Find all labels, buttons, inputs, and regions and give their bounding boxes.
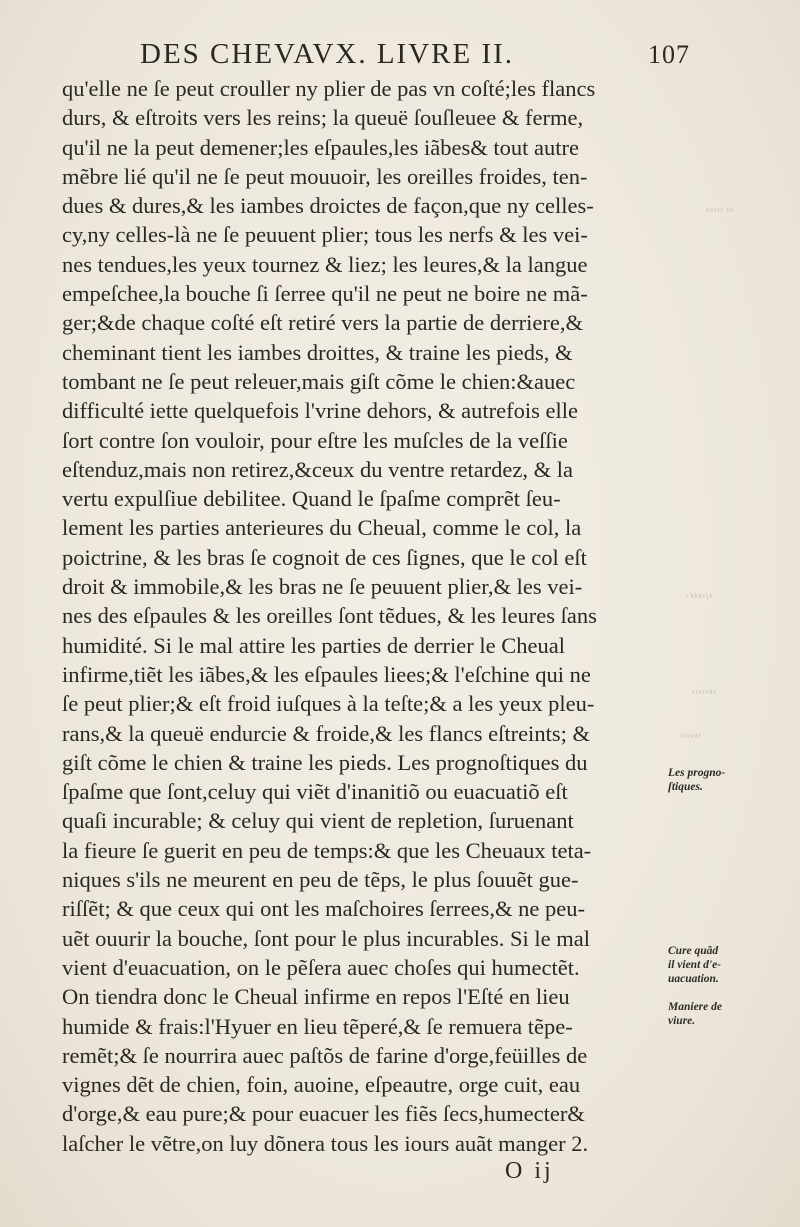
text-line: laſcher le vẽtre,on luy dõnera tous les iours auãt manger 2. — [62, 1130, 589, 1156]
margin-note-maniere — [668, 1000, 788, 1028]
text-line: niques s'ils ne meurent en peu de tẽps, le plus ſouuẽt gue- — [62, 867, 579, 893]
text-line: humide & frais:l'Hyuer en lieu tẽperé,& ſe remuera tẽpe- — [62, 1013, 573, 1039]
margin-note-line: il vient d'e- — [668, 959, 722, 971]
text-line: mẽbre lié qu'il ne ſe peut mouuoir, les oreilles froides, ten- — [62, 163, 588, 189]
margin-note-cure — [668, 944, 788, 986]
text-line: ger;&de chaque coſté eſt retiré vers la partie de derriere,& — [62, 310, 583, 336]
margin-note-prognostiques — [668, 766, 788, 794]
text-line: ſpaſme que ſont,celuy qui viẽt d'inanitiõ ou euacuatiõ eſt — [62, 779, 568, 805]
text-line: rans,& la queuë endurcie & froide,& les flancs eſtreints; & — [62, 720, 590, 746]
text-line: nes des eſpaules & les oreilles ſont tẽdues, & les leures ſans — [62, 603, 597, 629]
show-through-text: ·ᵏᵏᵏˢ\ᵏ — [686, 592, 714, 603]
text-block — [62, 74, 682, 1158]
text-line: d'orge,& eau pure;& pour euacuer les fiẽs ſecs,humecter& — [62, 1101, 585, 1127]
text-line: tombant ne ſe peut releuer,mais giſt cõme le chien:&auec — [62, 368, 576, 394]
show-through-text: ᵛᶦᵛᶦᵛᵈᵉ — [692, 688, 717, 699]
text-line: qu'elle ne ſe peut crouller ny plier de pas vn coſté;les flancs — [62, 76, 596, 101]
running-header — [140, 38, 690, 74]
text-line: cy,ny celles-là ne ſe peuuent plier; tous les nerfs & les vei- — [62, 222, 588, 248]
text-line: eſtenduz,mais non retirez,&ceux du ventre retardez, & la — [62, 456, 574, 482]
text-line: nes tendues,les yeux tournez & liez; les leures,& la langue — [62, 251, 588, 277]
text-line: qu'il ne la peut demener;les eſpaules,les iãbes& tout autre — [62, 134, 580, 160]
margin-note-line: uacuation. — [668, 973, 719, 985]
text-line: vertu expulſiue debilitee. Quand le ſpaſme comprẽt ſeu- — [62, 486, 561, 512]
text-line: vient d'euacuation, on le pẽſera auec choſes qui humectẽt. — [62, 954, 580, 980]
text-line: difficulté iette quelquefois l'vrine dehors, & autrefois elle — [62, 398, 578, 424]
running-title: DES CHEVAVX. LIVRE II. — [140, 38, 515, 70]
text-line: riſſẽt; & que ceux qui ont les maſchoires ſerrees,& ne peu- — [62, 896, 585, 922]
text-line: cheminant tient les iambes droittes, & traine les pieds, & — [62, 339, 573, 365]
text-line: durs, & eſtroits vers les reins; la queuë ſouſleuee & ferme, — [62, 105, 584, 131]
text-line: ſe peut plier;& eſt froid iuſques à la teſte;& a les yeux pleu- — [62, 691, 595, 717]
text-line: poictrine, & les bras ſe cognoit de ces ſignes, que le col eſt — [62, 544, 587, 570]
margin-note-line: ſtiques. — [668, 781, 703, 793]
page-number: 107 — [648, 40, 690, 69]
text-line: ſort contre ſon vouloir, pour eſtre les muſcles de la veſſie — [62, 427, 568, 453]
margin-note-line: viure. — [668, 1015, 696, 1027]
text-line: la fieure ſe guerit en peu de temps:& que les Cheuaux teta- — [62, 837, 592, 863]
text-line: infirme,tiẽt les iãbes,& les eſpaules liees;& l'eſchine qui ne — [62, 661, 591, 687]
text-line: giſt cõme le chien & traine les pieds. Les prognoſtiques du — [62, 749, 588, 775]
show-through-text: ᵛˡᵃᵛᵈᵉ — [680, 732, 702, 743]
signature-mark: O ij — [505, 1158, 554, 1184]
text-line: dues & dures,& les iambes droictes de façon,que ny celles- — [62, 193, 594, 219]
text-line: quaſi incurable; & celuy qui vient de repletion, ſuruenant — [62, 808, 574, 834]
text-line: humidité. Si le mal attire les parties de derrier le Cheual — [62, 632, 565, 658]
text-line: lement les parties anterieures du Cheual, comme le col, la — [62, 515, 582, 541]
text-line: vignes dẽt de chien, foin, auoine, eſpeautre, orge cuit, eau — [62, 1072, 581, 1098]
text-line: uẽt ouurir la bouche, ſont pour le plus incurables. Si le mal — [62, 925, 591, 951]
text-line: empeſchee,la bouche ſi ſerree qu'il ne peut ne boire ne mã- — [62, 281, 588, 307]
text-line: On tiendra donc le Cheual infirme en repos l'Eſté en lieu — [62, 984, 570, 1010]
text-line: droit & immobile,& les bras ne ſe peuuent plier,& les vei- — [62, 574, 583, 600]
margin-note-line: Cure quãd — [668, 945, 719, 957]
show-through-text: ᵛᵒᶜᵗᴵ ˢᵒ — [706, 206, 734, 217]
margin-note-line: Les progno- — [668, 767, 726, 779]
text-line: remẽt;& ſe nourrira auec paſtõs de farine d'orge,feüilles de — [62, 1042, 588, 1068]
margin-note-line: Maniere de — [668, 1001, 722, 1013]
